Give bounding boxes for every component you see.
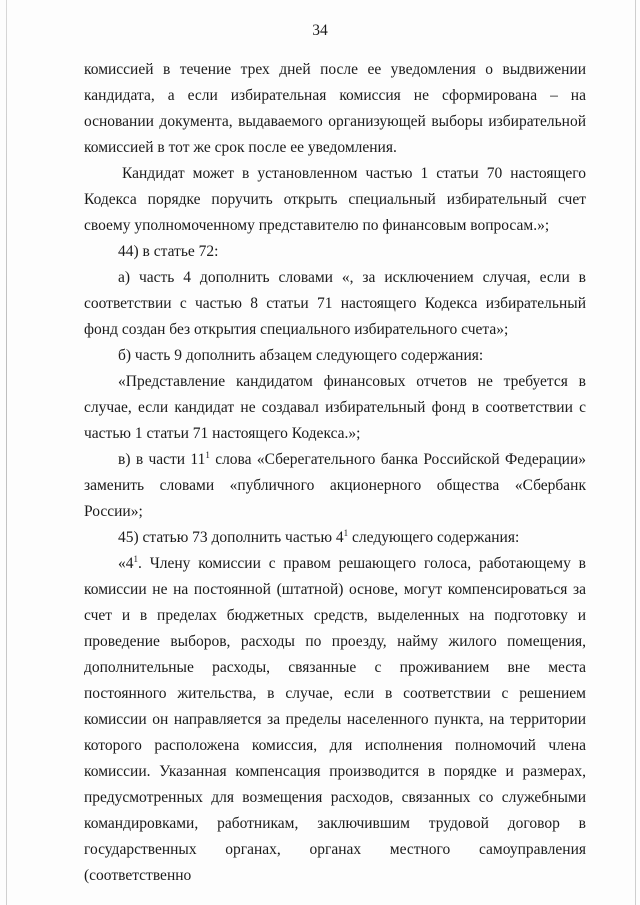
paragraph-item-44: 44) в статье 72: — [118, 243, 219, 260]
paragraph-item-45 — [84, 525, 586, 551]
paragraph-part-4-1-start: «4 — [118, 555, 134, 572]
page-number: 34 — [312, 22, 328, 39]
paragraph-part-4-1 — [84, 551, 586, 889]
paragraph-candidate-account: Кандидат может в установленном частью 1 статьи 70 настоящего Кодекса порядке поручить открыть специальный избирательный счет своему уполномоченному представителю по финансовым вопросам.»; — [84, 165, 586, 234]
superscript-marker: 1 — [343, 528, 349, 538]
scan-edge-right — [635, 0, 636, 905]
paragraph-item-44v-end: слова «Сберегательного банка Российской Федерации» заменить словами «публичного акционерного общества «Сбербанк России»; — [84, 451, 586, 520]
paragraph-item-44v — [84, 447, 586, 525]
scan-edge-left — [6, 0, 7, 905]
superscript-marker: 1 — [205, 450, 210, 460]
paragraph-item-45-end: следующего содержания: — [348, 529, 520, 546]
body-text — [84, 57, 586, 889]
superscript-marker: 1 — [133, 554, 138, 564]
paragraph-item-44v-start: в) в части 11 — [118, 451, 206, 468]
paragraph-part-4-1-body: . Члену комиссии с правом решающего голоса, работающему в комиссии не на постоянной (штатной) основе, могут компенсироваться за счет и в пределах бюджетных средств, выделенных на подготовку и проведение выборов, расходы по проезду, найму жилого помещения, дополнительные расходы, связанные с проживанием вне места постоянного жительства, в случае, если в соответствии с решением комиссии он направляется за пределы населенного пункта, на территории которого расположена комиссия, для исполнения полномочий члена комиссии. Указанная компенсация производится в порядке и размерах, предусмотренных для возмещения расходов, связанных со служебными командировками, работникам, заключившим трудовой договор в государственных органах, органах местного самоуправления (соответственно — [84, 555, 586, 884]
paragraph-item-44a: а) часть 4 дополнить словами «, за исключением случая, если в соответствии с частью 8 статьи 71 настоящего Кодекса избирательный фонд создан без открытия специального избирательного счета»; — [84, 269, 586, 338]
paragraph-item-45-start: 45) статью 73 дополнить частью 4 — [118, 529, 344, 546]
paragraph-item-44b: б) часть 9 дополнить абзацем следующего содержания: — [118, 347, 484, 364]
paragraph-continuation: комиссией в течение трех дней после ее уведомления о выдвижении кандидата, а если избирательная комиссия не сформирована – на основании документа, выдаваемого организующей выборы избирательной комиссией в тот же срок после ее уведомления. — [84, 61, 586, 156]
paragraph-financial-reports: «Представление кандидатом финансовых отчетов не требуется в случае, если кандидат не создавал избирательный фонд в соответствии с частью 1 статьи 71 настоящего Кодекса.»; — [84, 373, 586, 442]
